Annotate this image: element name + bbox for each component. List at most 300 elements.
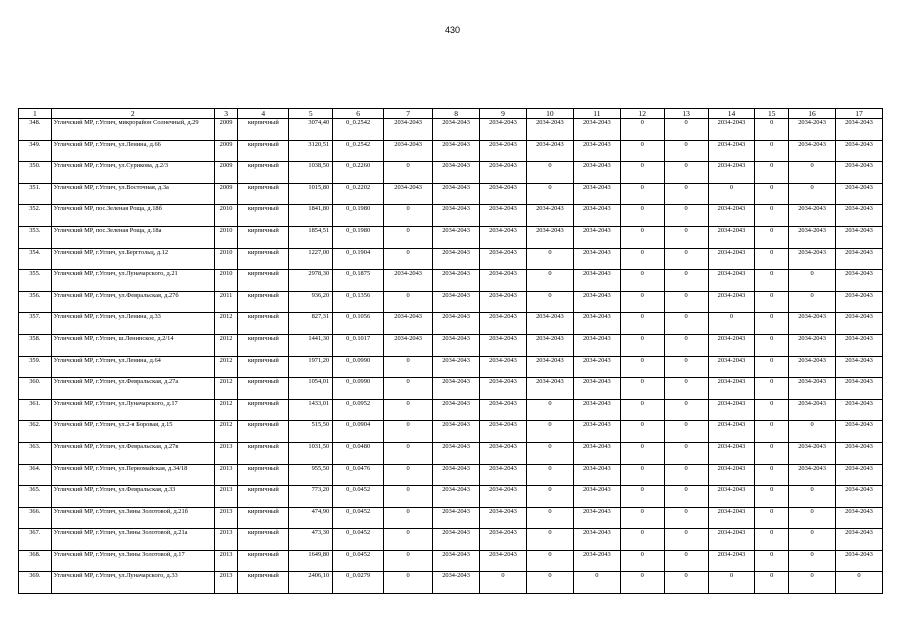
table-cell: 2034-2043 (836, 205, 883, 227)
table-cell: 2034-2043 (708, 119, 755, 141)
table-cell: 2034-2043 (573, 378, 620, 400)
table-cell: 2034-2043 (789, 226, 836, 248)
table-cell: 2034-2043 (480, 399, 527, 421)
table-cell: 0 (664, 572, 708, 594)
table-cell: кирпичный (238, 356, 289, 378)
address-cell: Угличский МР, г.Углич, ул.Первомайская, д.34/18 (51, 464, 214, 486)
table-cell: кирпичный (238, 162, 289, 184)
table-cell: 0 (384, 248, 433, 270)
table-cell: 2034-2043 (789, 119, 836, 141)
table-cell: 473,30 (289, 529, 333, 551)
table-cell: 0 (789, 270, 836, 292)
table-row (19, 572, 883, 594)
row-number-cell: 355. (19, 270, 52, 292)
table-row (19, 140, 883, 162)
address-cell: Угличский МР, г.Углич, микрорайон Солнечный, д.29 (51, 119, 214, 141)
row-number-cell: 348. (19, 119, 52, 141)
table-cell: 2013 (214, 529, 237, 551)
table-cell: 0 (755, 356, 789, 378)
column-header: 16 (789, 109, 836, 119)
table-cell: 2013 (214, 507, 237, 529)
table-cell: 2034-2043 (789, 464, 836, 486)
address-cell: Угличский МР, г.Углич, ул.Берггольц, д.12 (51, 248, 214, 270)
table-cell: 0 (755, 572, 789, 594)
address-cell: Угличский МР, г.Углич, ул.Февральская, д.27б (51, 291, 214, 313)
address-cell: Угличский МР, г.Углич, ул.Восточная, д.3а (51, 183, 214, 205)
table-cell: 2034-2043 (480, 378, 527, 400)
table-cell: 0 (664, 442, 708, 464)
table-cell: 2034-2043 (573, 313, 620, 335)
table-cell: 0 (664, 183, 708, 205)
column-header: 6 (333, 109, 384, 119)
table-cell: 2034-2043 (480, 507, 527, 529)
table-cell: кирпичный (238, 313, 289, 335)
address-cell: Угличский МР, г.Углич, ул.Февральская, д.27в (51, 442, 214, 464)
table-cell: 0 (384, 421, 433, 443)
table-cell: 2034-2043 (480, 226, 527, 248)
table-cell: 0 (755, 486, 789, 508)
table-cell: 0 (708, 572, 755, 594)
table-cell: 0_0.0990 (333, 378, 384, 400)
table-cell: 0 (664, 334, 708, 356)
table-cell: 1971,20 (289, 356, 333, 378)
table-cell: 0 (755, 248, 789, 270)
table-cell: 0 (789, 183, 836, 205)
table-cell: 2034-2043 (526, 205, 573, 227)
table-cell: 0_0.0476 (333, 464, 384, 486)
table-cell: 2034-2043 (480, 248, 527, 270)
table-cell: 0_0.2260 (333, 162, 384, 184)
table-cell: 2034-2043 (384, 313, 433, 335)
table-cell: 0 (526, 442, 573, 464)
table-cell: 2034-2043 (836, 464, 883, 486)
table-cell: 0 (664, 529, 708, 551)
table-cell: 2034-2043 (480, 486, 527, 508)
table-cell: 0 (620, 248, 664, 270)
table-cell: 2034-2043 (480, 529, 527, 551)
table-cell: 2034-2043 (433, 399, 480, 421)
table-cell: 0 (755, 507, 789, 529)
table-cell: 2034-2043 (433, 162, 480, 184)
table-cell: 0_0.2542 (333, 119, 384, 141)
table-cell: 0 (789, 550, 836, 572)
table-row (19, 291, 883, 313)
table-cell: 2034-2043 (573, 226, 620, 248)
table-cell: 0_0.1904 (333, 248, 384, 270)
table-cell: 2034-2043 (836, 421, 883, 443)
table-cell: 0 (755, 162, 789, 184)
table-cell: 2034-2043 (836, 378, 883, 400)
table-row (19, 421, 883, 443)
table-cell: 0 (620, 507, 664, 529)
table-cell: 0 (664, 313, 708, 335)
address-cell: Угличский МР, г.Углич, ул.Ленина, д.64 (51, 356, 214, 378)
table-cell: 2034-2043 (573, 486, 620, 508)
column-header: 1 (19, 109, 52, 119)
table-cell: 2034-2043 (836, 162, 883, 184)
table-cell: 0 (384, 399, 433, 421)
table-cell: 827,31 (289, 313, 333, 335)
table-cell: 0 (384, 550, 433, 572)
table-cell: 2034-2043 (433, 421, 480, 443)
table-row (19, 334, 883, 356)
column-header: 13 (664, 109, 708, 119)
table-cell: 0 (755, 270, 789, 292)
table-cell: 0_0.1980 (333, 205, 384, 227)
table-cell: 0 (384, 529, 433, 551)
table-cell: 2034-2043 (789, 140, 836, 162)
column-header: 3 (214, 109, 237, 119)
table-cell: 0_0.0990 (333, 356, 384, 378)
table-cell: 2034-2043 (526, 140, 573, 162)
table-row (19, 507, 883, 529)
table-cell: 2034-2043 (789, 356, 836, 378)
table-cell: 2013 (214, 464, 237, 486)
table-cell: 2034-2043 (836, 270, 883, 292)
table-cell: 2034-2043 (573, 270, 620, 292)
table-cell: 0 (755, 399, 789, 421)
column-header: 9 (480, 109, 527, 119)
table-cell: 2009 (214, 119, 237, 141)
table-cell: 1649,80 (289, 550, 333, 572)
table-cell: 0_0.0452 (333, 529, 384, 551)
table-row (19, 313, 883, 335)
table-cell: 0 (620, 356, 664, 378)
table-cell: 2034-2043 (708, 507, 755, 529)
table-cell: 0 (664, 162, 708, 184)
column-header: 10 (526, 109, 573, 119)
table-cell: 0 (620, 162, 664, 184)
table-cell: 2034-2043 (480, 356, 527, 378)
table-cell: 2034-2043 (480, 205, 527, 227)
row-number-cell: 366. (19, 507, 52, 529)
table-cell: 0 (755, 464, 789, 486)
table-cell: 2406,10 (289, 572, 333, 594)
table-cell: 2034-2043 (433, 313, 480, 335)
table-cell: 0 (755, 119, 789, 141)
table-cell: 2013 (214, 550, 237, 572)
table-cell: 0 (620, 486, 664, 508)
table-cell: 2034-2043 (789, 442, 836, 464)
table-cell: 2034-2043 (480, 313, 527, 335)
row-number-cell: 365. (19, 486, 52, 508)
table-cell: 2034-2043 (573, 248, 620, 270)
row-number-cell: 364. (19, 464, 52, 486)
address-cell: Угличский МР, г.Углич, ул.2-я Боровая, д.15 (51, 421, 214, 443)
column-header: 7 (384, 109, 433, 119)
table-cell: 2034-2043 (708, 486, 755, 508)
table-cell: 2034-2043 (836, 550, 883, 572)
table-cell: 0 (664, 119, 708, 141)
table-cell: 0 (755, 291, 789, 313)
table-cell: кирпичный (238, 140, 289, 162)
address-cell: Угличский МР, г.Углич, ш.Ленинское, д.2/14 (51, 334, 214, 356)
table-cell: 2034-2043 (480, 442, 527, 464)
table-cell: 0 (620, 572, 664, 594)
column-header: 17 (836, 109, 883, 119)
table-cell: 0 (384, 205, 433, 227)
table-row (19, 486, 883, 508)
table-cell: 2010 (214, 205, 237, 227)
table-row (19, 205, 883, 227)
table-cell: 0 (789, 291, 836, 313)
table-cell: 0 (620, 378, 664, 400)
table-cell: 2034-2043 (708, 442, 755, 464)
column-header: 8 (433, 109, 480, 119)
table-cell: кирпичный (238, 550, 289, 572)
table-row (19, 399, 883, 421)
table-cell: кирпичный (238, 119, 289, 141)
table-cell: 0 (384, 464, 433, 486)
table-cell: 0 (755, 313, 789, 335)
address-cell: Угличский МР, г.Углич, ул.Ленина, д.33 (51, 313, 214, 335)
table-cell: 0 (620, 464, 664, 486)
table-cell: 2034-2043 (789, 205, 836, 227)
table-cell: 2034-2043 (708, 399, 755, 421)
table-cell: 2034-2043 (573, 442, 620, 464)
table-cell: 2034-2043 (433, 442, 480, 464)
table-cell: кирпичный (238, 270, 289, 292)
table-row (19, 162, 883, 184)
table-cell: 3074,40 (289, 119, 333, 141)
column-header: 2 (51, 109, 214, 119)
table-cell: кирпичный (238, 464, 289, 486)
table-cell: 2034-2043 (708, 529, 755, 551)
table-row (19, 248, 883, 270)
row-number-cell: 361. (19, 399, 52, 421)
table-cell: 0 (526, 507, 573, 529)
table-cell: 2034-2043 (789, 334, 836, 356)
table-cell: 2034-2043 (480, 162, 527, 184)
page-number: 430 (444, 25, 461, 35)
table-cell: 0 (620, 334, 664, 356)
table-cell: 1841,80 (289, 205, 333, 227)
column-header: 15 (755, 109, 789, 119)
table-cell: 2034-2043 (480, 291, 527, 313)
table-cell: 2034-2043 (708, 334, 755, 356)
table-cell: 0 (620, 226, 664, 248)
table-cell: 0 (664, 464, 708, 486)
table-cell: 2034-2043 (526, 226, 573, 248)
address-cell: Угличский МР, г.Углич, ул.Сурикова, д.2/3 (51, 162, 214, 184)
row-number-cell: 368. (19, 550, 52, 572)
table-cell: 0_0.0480 (333, 442, 384, 464)
table-cell: 2034-2043 (433, 572, 480, 594)
table-cell: кирпичный (238, 486, 289, 508)
address-cell: Угличский МР, г.Углич, ул.Февральская, д.33 (51, 486, 214, 508)
table-cell: 2034-2043 (836, 356, 883, 378)
table-cell: кирпичный (238, 442, 289, 464)
table-cell: 2034-2043 (433, 291, 480, 313)
table-cell: 2013 (214, 442, 237, 464)
table-cell: 2034-2043 (836, 140, 883, 162)
table-cell: 0 (755, 442, 789, 464)
table-cell: 2034-2043 (433, 507, 480, 529)
address-cell: Угличский МР, г.Углич, ул.Ленина, д.66 (51, 140, 214, 162)
row-number-cell: 350. (19, 162, 52, 184)
table-cell: 2010 (214, 226, 237, 248)
table-cell: 1227,00 (289, 248, 333, 270)
table-cell: 2034-2043 (836, 248, 883, 270)
table-cell: 2013 (214, 572, 237, 594)
table-cell: 0_0.1017 (333, 334, 384, 356)
table-cell: 0 (755, 421, 789, 443)
table-cell: 0 (620, 291, 664, 313)
table-cell: 0 (526, 421, 573, 443)
table-cell: 0_0.0904 (333, 421, 384, 443)
address-cell: Угличский МР, г.Углич, ул.Зины Золотовой, д.17 (51, 550, 214, 572)
table-cell: 0 (526, 550, 573, 572)
table-cell: 3120,51 (289, 140, 333, 162)
table-cell: 2034-2043 (789, 313, 836, 335)
table-cell: 2034-2043 (836, 183, 883, 205)
table-cell: 2034-2043 (384, 119, 433, 141)
table-cell: 0 (755, 226, 789, 248)
table-cell: 2034-2043 (836, 291, 883, 313)
table-cell: 2034-2043 (573, 356, 620, 378)
table-cell: 1054,01 (289, 378, 333, 400)
address-cell: Угличский МР, г.Углич, ул.Луначарского, д.21 (51, 270, 214, 292)
table-cell: 2034-2043 (789, 378, 836, 400)
row-number-cell: 360. (19, 378, 52, 400)
address-cell: Угличский МР, г.Углич, ул.Февральская, д.27а (51, 378, 214, 400)
table-cell: 2034-2043 (708, 356, 755, 378)
table-cell: 0 (755, 183, 789, 205)
table-cell: 0 (384, 507, 433, 529)
table-cell: 0 (384, 486, 433, 508)
table-row (19, 356, 883, 378)
row-number-cell: 359. (19, 356, 52, 378)
table-cell: кирпичный (238, 183, 289, 205)
table-cell: 0_0.1056 (333, 313, 384, 335)
table-cell: 2034-2043 (433, 334, 480, 356)
table-cell: 0 (755, 140, 789, 162)
table-cell: 2034-2043 (836, 442, 883, 464)
table-cell: 0 (755, 550, 789, 572)
table-cell: 2034-2043 (708, 421, 755, 443)
table-cell: 2034-2043 (708, 270, 755, 292)
table-cell: кирпичный (238, 248, 289, 270)
table-cell: 1038,50 (289, 162, 333, 184)
table-cell: 2034-2043 (384, 334, 433, 356)
table-cell: 0 (664, 507, 708, 529)
table-cell: 0 (664, 291, 708, 313)
table-cell: 2034-2043 (836, 334, 883, 356)
table-cell: 2011 (214, 291, 237, 313)
table-cell: 955,50 (289, 464, 333, 486)
table-cell: 2012 (214, 334, 237, 356)
table-cell: кирпичный (238, 291, 289, 313)
table-row (19, 226, 883, 248)
table-cell: 0 (526, 248, 573, 270)
table-cell: 515,50 (289, 421, 333, 443)
table-cell: 2034-2043 (836, 507, 883, 529)
table-cell: кирпичный (238, 378, 289, 400)
table-cell: кирпичный (238, 421, 289, 443)
table-cell: 2034-2043 (384, 140, 433, 162)
table-cell: 0_0.0279 (333, 572, 384, 594)
table-cell: 2034-2043 (433, 464, 480, 486)
row-number-cell: 362. (19, 421, 52, 443)
table-cell: 0_0.1356 (333, 291, 384, 313)
table-body (19, 119, 883, 594)
column-header: 14 (708, 109, 755, 119)
housing-table (18, 108, 883, 594)
table-cell: 0 (620, 140, 664, 162)
table-cell: 2012 (214, 421, 237, 443)
table-cell: 0 (573, 572, 620, 594)
table-cell: 2034-2043 (708, 291, 755, 313)
table-cell: кирпичный (238, 334, 289, 356)
table-cell: 2034-2043 (573, 334, 620, 356)
row-number-cell: 363. (19, 442, 52, 464)
row-number-cell: 358. (19, 334, 52, 356)
table-cell: 0 (384, 356, 433, 378)
table-cell: 2012 (214, 399, 237, 421)
table-cell: 0 (620, 313, 664, 335)
table-cell: 1015,80 (289, 183, 333, 205)
row-number-cell: 356. (19, 291, 52, 313)
table-cell: 2034-2043 (789, 399, 836, 421)
address-cell: Угличский МР, г.Углич, ул.Зины Золотовой, д.21а (51, 529, 214, 551)
table-cell: 2034-2043 (433, 248, 480, 270)
table-cell: 0 (789, 486, 836, 508)
table-cell: 0 (620, 529, 664, 551)
table-cell: 0 (664, 378, 708, 400)
table-cell: 1854,51 (289, 226, 333, 248)
table-cell: кирпичный (238, 572, 289, 594)
table-cell: 2034-2043 (433, 356, 480, 378)
table-cell: 2034-2043 (480, 119, 527, 141)
table-cell: 0 (526, 486, 573, 508)
table-cell: 2034-2043 (433, 183, 480, 205)
table-cell: 2034-2043 (708, 378, 755, 400)
table-cell: 2034-2043 (433, 119, 480, 141)
table-cell: 0 (664, 486, 708, 508)
table-cell: 2034-2043 (573, 399, 620, 421)
table-cell: 0 (384, 291, 433, 313)
table-cell: 2034-2043 (573, 140, 620, 162)
table-cell: 2034-2043 (573, 119, 620, 141)
table-cell: кирпичный (238, 226, 289, 248)
table-cell: 2034-2043 (480, 334, 527, 356)
table-cell: 2034-2043 (433, 486, 480, 508)
table-cell: 1433,01 (289, 399, 333, 421)
table-cell: 0 (384, 572, 433, 594)
table-cell: 2978,30 (289, 270, 333, 292)
row-number-cell: 354. (19, 248, 52, 270)
table-cell: 0 (755, 529, 789, 551)
table-cell: 0 (708, 313, 755, 335)
table-cell: 0 (620, 183, 664, 205)
table-cell: 0_0.2542 (333, 140, 384, 162)
table-cell: 0_0.1875 (333, 270, 384, 292)
table-cell: 0 (789, 162, 836, 184)
row-number-cell: 351. (19, 183, 52, 205)
table-cell: 0_0.0452 (333, 486, 384, 508)
table-cell: 0 (620, 442, 664, 464)
table-row (19, 183, 883, 205)
table-cell: 0 (789, 572, 836, 594)
table-cell: 2034-2043 (708, 464, 755, 486)
table-cell: 2012 (214, 378, 237, 400)
table-cell: 2034-2043 (836, 486, 883, 508)
table-cell: 0 (620, 205, 664, 227)
row-number-cell: 369. (19, 572, 52, 594)
table-cell: 0 (384, 378, 433, 400)
table-cell: 2009 (214, 140, 237, 162)
table-cell: 2034-2043 (480, 421, 527, 443)
